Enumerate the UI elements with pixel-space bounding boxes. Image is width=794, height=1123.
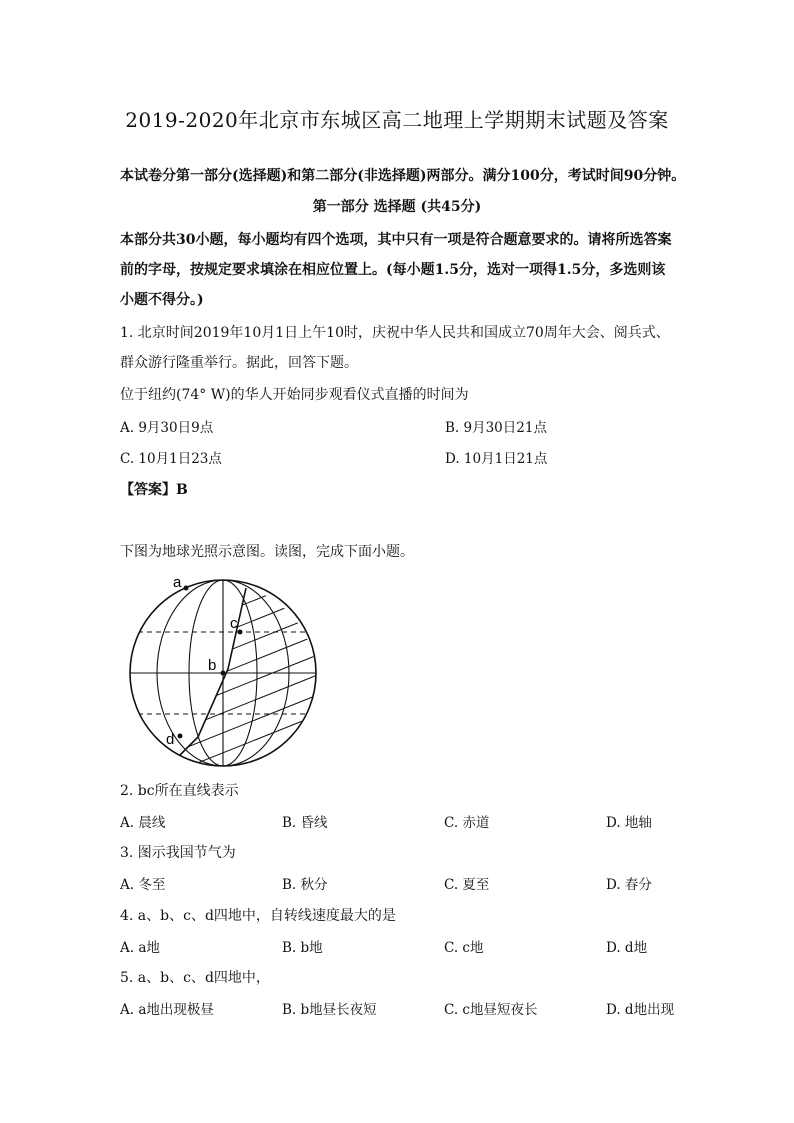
part1-instructions-line-1: 本部分共30小题，每小题均有四个选项，其中只有一项是符合题意要求的。请将所选答案 [120,232,672,248]
q3-stem: 3. 图示我国节气为 [120,845,236,861]
label-b: b [208,657,217,674]
q3-option-d: D. 春分 [606,877,652,893]
part1-instructions-line-3: 小题不得分。) [120,292,204,308]
q4-option-b: B. b地 [282,940,323,956]
label-c: c [230,615,238,632]
q5-option-c: C. c地昼短夜长 [444,1002,538,1018]
q5-option-b: B. b地昼长夜短 [282,1002,377,1018]
part1-instructions-line-2: 前的字母，按规定要求填涂在相应位置上。(每小题1.5分，选对一项得1.5分，多选则该 [120,262,666,278]
q4-option-c: C. c地 [444,940,484,956]
exam-intro: 本试卷分第一部分(选择题)和第二部分(非选择题)两部分。满分100分，考试时间90分钟。 [120,168,686,184]
q2-option-c: C. 赤道 [444,815,490,831]
q5-option-a: A. a地出现极昼 [120,1002,214,1018]
part1-heading: 第一部分 选择题 (共45分) [312,199,482,215]
q2-option-a: A. 晨线 [120,815,166,831]
point-d-marker [178,734,183,739]
q1-stem-line-2: 群众游行隆重举行。据此，回答下题。 [120,355,358,371]
point-c-marker [238,630,243,635]
q2-stem: 2. bc所在直线表示 [120,783,239,799]
q5-option-d: D. d地出现 [606,1002,675,1018]
q3-option-a: A. 冬至 [120,877,166,893]
q2-option-d: D. 地轴 [606,815,652,831]
q1-stem-line-1: 1. 北京时间2019年10月1日上午10时，庆祝中华人民共和国成立70周年大会、阅兵式、 [120,325,670,341]
q2-option-b: B. 昏线 [282,815,328,831]
q3-option-b: B. 秋分 [282,877,328,893]
q1-option-d: D. 10月1日21点 [445,451,548,467]
point-a-marker [184,586,189,591]
q4-option-d: D. d地 [606,940,648,956]
q4-option-a: A. a地 [120,940,160,956]
label-a: a [173,574,182,591]
figure-intro: 下图为地球光照示意图。读图，完成下面小题。 [120,544,414,560]
q1-answer: 【答案】B [120,482,188,498]
q5-stem: 5. a、b、c、d四地中， [120,970,270,986]
q1-option-a: A. 9月30日9点 [120,420,214,436]
q1-option-b: B. 9月30日21点 [445,420,547,436]
q1-question: 位于纽约(74° W)的华人开始同步观看仪式直播的时间为 [120,387,469,403]
label-d: d [166,731,175,748]
page-title: 2019-2020年北京市东城区高二地理上学期期末试题及答案 [125,108,669,132]
point-b-marker [221,671,226,676]
earth-illumination-diagram [120,570,330,775]
q3-option-c: C. 夏至 [444,877,490,893]
q1-option-c: C. 10月1日23点 [120,451,222,467]
q4-stem: 4. a、b、c、d四地中，自转线速度最大的是 [120,908,396,924]
